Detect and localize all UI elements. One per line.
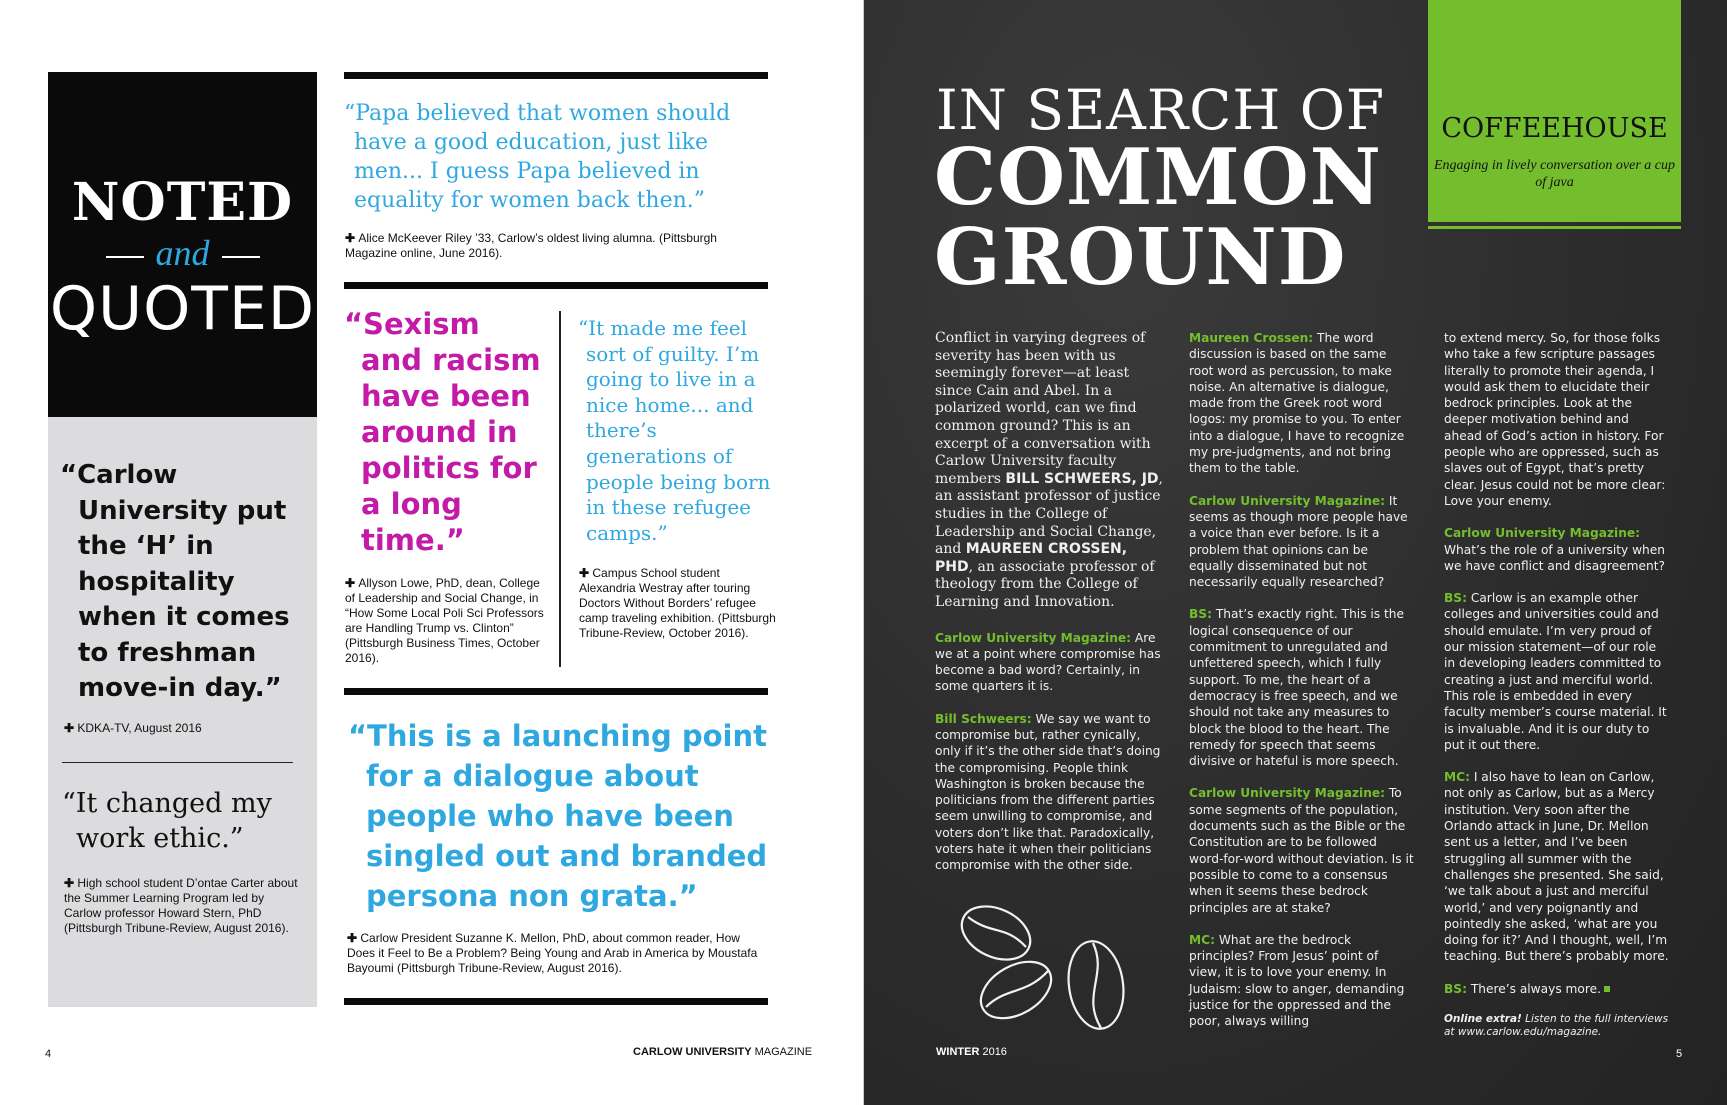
column-divider bbox=[559, 311, 561, 667]
column-2 bbox=[1189, 330, 1414, 1046]
intro-paragraph bbox=[935, 330, 1163, 612]
rule-lower bbox=[344, 688, 768, 695]
online-extra bbox=[1444, 1013, 1669, 1039]
dialogue-paragraph bbox=[1189, 785, 1414, 915]
speaker-label: BS: bbox=[1444, 981, 1467, 996]
intro-name: MAUREEN CROSSEN, PHD bbox=[935, 541, 1128, 575]
plus-icon: ✚ bbox=[64, 876, 78, 890]
citation-text: Allyson Lowe, PhD, dean, College of Leadership and Social Change, in “How Some Local Poli Sci Professors are Handling Trump vs. Clinton” (Pittsburgh Business Times, October 2016). bbox=[345, 576, 544, 665]
dialogue-paragraph bbox=[935, 630, 1163, 695]
issue-footer bbox=[936, 1046, 1007, 1058]
article-title-line3: GROUND bbox=[934, 212, 1347, 303]
speaker-label: MC: bbox=[1444, 770, 1470, 785]
column-3 bbox=[1444, 330, 1669, 1039]
speaker-label: Maureen Crossen: bbox=[1189, 331, 1314, 345]
dialogue-paragraph bbox=[1189, 493, 1414, 591]
dialogue-text: That’s exactly right. This is the logical consequence of our commitment to unregulated and unfettered speech, which I fully support. To me, the heart of a democracy is free speech, and we should not take any measures to block the blood to the heart. The remedy for speech that seems divisive or hateful is more speech. bbox=[1189, 607, 1405, 769]
quote-hospitality: “Carlow University put the ‘H’ in hospitality when it comes to freshman move-in day.” bbox=[60, 460, 290, 703]
rule-top bbox=[344, 72, 768, 79]
quote-guilty: “It made me feel sort of guilty. I’m going to live in a nice home... and there’s generations of people being born in these refugee camps.” bbox=[578, 316, 771, 545]
online-extra-text: Listen to the full interviews at www.carlow.edu/magazine. bbox=[1444, 1012, 1669, 1038]
speaker-label: Carlow University Magazine: bbox=[935, 630, 1132, 645]
citation-launch bbox=[347, 931, 767, 976]
plus-icon: ✚ bbox=[64, 721, 78, 735]
bean-icon bbox=[956, 896, 1039, 970]
dialogue-paragraph bbox=[1444, 981, 1669, 997]
dialogue-text: to extend mercy. So, for those folks who take a few scripture passages literally to promote their agenda, I would ask them to elucidate their bedrock principles. Look at the deeper motivation behind and ahead of God’s action in history. For people who are oppressed, such as slaves out of Egypt, that’s pretty clear. Jesus could not be more clear: Love your enemy. bbox=[1444, 331, 1666, 508]
header-and: and bbox=[155, 233, 210, 273]
quote-sexism: “Sexism and racism have been around in politics for a long time.” bbox=[344, 307, 541, 557]
speaker-label: MC: bbox=[1189, 932, 1215, 947]
issue-year: 2016 bbox=[982, 1046, 1007, 1058]
dialogue-paragraph bbox=[1189, 932, 1414, 1030]
citation-text: Alice McKeever Riley ’33, Carlow’s oldest living alumna. (Pittsburgh Magazine online, June 2016). bbox=[345, 231, 717, 260]
coffeehouse-rule bbox=[1428, 226, 1681, 229]
plus-icon: ✚ bbox=[347, 931, 361, 945]
speaker-label: Carlow University Magazine: bbox=[1189, 786, 1386, 801]
dialogue-text: What are the bedrock principles? From Jesus’ point of view, it is to love your enemy. In Judaism: slow to anger, demanding justice for the oppressed and the poor, always willing bbox=[1189, 932, 1405, 1029]
quote-papa: “Papa believed that women should have a good education, just like men... I guess Papa believed in equality for women back then.” bbox=[344, 101, 731, 213]
article-title-line1: IN SEARCH OF bbox=[936, 78, 1386, 142]
dialogue-paragraph bbox=[935, 711, 1163, 874]
dialogue-text: Carlow is an example other colleges and universities could and should emulate. I’m very proud of our mission statement—of our role in developing leaders committed to creating a just and merciful world. This role is embedded in every faculty member’s course material. It is invaluable. And it is our duty to put it out there. bbox=[1444, 591, 1667, 752]
citation-text: High school student D’ontae Carter about the Summer Learning Program led by Carlow professor Howard Stern, PhD (Pittsburgh Tribune-Review, August 2016). bbox=[64, 876, 298, 935]
speaker-label: Bill Schweers: bbox=[935, 711, 1032, 726]
intro-text: Conflict in varying degrees of severity has been with us seemingly forever—at least since Cain and Abel. In a polarized world, can we find common ground? This is an excerpt of a conversation with Carlow University faculty members bbox=[935, 330, 1151, 487]
header-quoted: QUOTED bbox=[49, 274, 316, 344]
dialogue-text: I also have to lean on Carlow, not only as Carlow, but as a Mercy institution. Very soon after the Orlando attack in June, Dr. Mellon sent us a letter, and I’ve been struggling all summer with the challenges she presented. She said, ‘we talk about a just and merciful world,’ and very poignantly and pointedly she asked, ‘what are you doing for it?’ And I thought, well, I’m teaching. But there’s probably more. bbox=[1444, 770, 1669, 964]
rule-middle bbox=[344, 282, 768, 289]
citation-text: KDKA-TV, August 2016 bbox=[77, 721, 202, 735]
speaker-label: BS: bbox=[1444, 591, 1467, 606]
dialogue-text: To some segments of the population, documents such as the Bible or the Constitution are to be followed word-for-word without deviation. Is it possible to come to a consensus when it seems these bedrock principles are at stake? bbox=[1189, 786, 1414, 915]
dialogue-paragraph bbox=[1444, 769, 1669, 965]
quote-launch: “This is a launching point for a dialogue about people who have been singled out and branded persona non grata.” bbox=[348, 719, 768, 913]
coffee-beans-icon bbox=[956, 895, 1136, 1045]
dialogue-paragraph bbox=[1189, 330, 1414, 477]
right-page bbox=[864, 0, 1727, 1105]
divider bbox=[62, 762, 293, 763]
article-title-main bbox=[934, 132, 1382, 303]
intro-text: , an assistant professor of justice studies in the College of Leadership and Social Change, and bbox=[935, 470, 1163, 558]
dialogue-paragraph bbox=[1189, 606, 1414, 769]
speaker-label: Carlow University Magazine: bbox=[1189, 493, 1386, 508]
plus-icon: ✚ bbox=[345, 231, 359, 245]
citation-work-ethic bbox=[64, 876, 304, 936]
section-subtitle: Engaging in lively conversation over a cup of java bbox=[1433, 158, 1676, 190]
quote-work-ethic: “It changed my work ethic.” bbox=[62, 788, 272, 854]
page-number-right: 5 bbox=[1676, 1048, 1683, 1060]
dialogue-text: The word discussion is based on the same root word as percussion, to make noise. An alternative is dialogue, made from the Greek root word logos: my promise to you. To enter into a dialogue, I have to recognize my pre-judgments, and not bring them to the table. bbox=[1189, 331, 1405, 476]
citation-papa bbox=[345, 231, 765, 261]
bean-seam bbox=[968, 917, 1026, 947]
magazine-name: CARLOW UNIVERSITY bbox=[633, 1046, 752, 1058]
page-number-left: 4 bbox=[45, 1048, 52, 1060]
dialogue-text: We say we want to compromise but, rather cynically, only if it’s the other side that’s doing the compromising. People think Washington is broken because the politicians from the different parties seem unwilling to compromise, and voters don’t like that. Paradoxically, voters hate it when their politicians compromise with the other side. bbox=[935, 711, 1161, 873]
speaker-label: BS: bbox=[1189, 607, 1212, 622]
dialogue-paragraph bbox=[1444, 330, 1669, 509]
header-noted: NOTED bbox=[71, 172, 294, 233]
dash-right bbox=[222, 256, 260, 258]
dialogue-text: It seems as though more people have a voice than ever before. Is it a problem that opinions can be equally disseminated but not necessarily equally researched? bbox=[1189, 493, 1408, 590]
plus-icon: ✚ bbox=[579, 566, 593, 580]
dialogue-paragraph bbox=[1444, 590, 1669, 753]
online-extra-label: Online extra! bbox=[1444, 1012, 1522, 1025]
intro-name: BILL SCHWEERS, JD bbox=[1005, 470, 1159, 487]
dash-left bbox=[106, 256, 144, 258]
column-1 bbox=[935, 330, 1163, 890]
article-title-line2: COMMON bbox=[934, 132, 1382, 223]
dialogue-text: Are we at a point where compromise has become a bad word? Certainly, in some quarters it is. bbox=[935, 630, 1161, 694]
speaker-label: Carlow University Magazine: bbox=[1444, 526, 1641, 541]
header-and-row bbox=[48, 232, 317, 274]
intro-text: , an associate professor of theology from the College of Learning and Innovation. bbox=[935, 558, 1155, 610]
end-mark-icon bbox=[1604, 986, 1610, 992]
citation-guilty bbox=[579, 566, 779, 641]
citation-hospitality bbox=[64, 721, 304, 736]
dialogue-paragraph bbox=[1444, 525, 1669, 574]
citation-text: Campus School student Alexandria Westray after touring Doctors Without Borders’ refugee camp traveling exhibition. (Pittsburgh Tribune-Review, October 2016). bbox=[579, 566, 776, 640]
citation-sexism bbox=[345, 576, 545, 666]
issue-season: WINTER bbox=[936, 1046, 980, 1058]
dialogue-text: What’s the role of a university when we have conflict and disagreement? bbox=[1444, 542, 1665, 573]
magazine-word: MAGAZINE bbox=[754, 1046, 813, 1058]
plus-icon: ✚ bbox=[345, 576, 359, 590]
citation-text: Carlow President Suzanne K. Mellon, PhD, about common reader, How Does it Feel to Be a Problem? Being Young and Arab in America by Moustafa Bayoumi (Pittsburgh Tribune-Review, August 2016). bbox=[347, 931, 758, 975]
section-title: COFFEEHOUSE bbox=[1441, 113, 1668, 144]
rule-bottom bbox=[344, 998, 768, 1005]
bean-seam bbox=[1093, 943, 1101, 1028]
dialogue-text: There’s always more. bbox=[1466, 981, 1602, 996]
magazine-footer bbox=[633, 1046, 812, 1058]
